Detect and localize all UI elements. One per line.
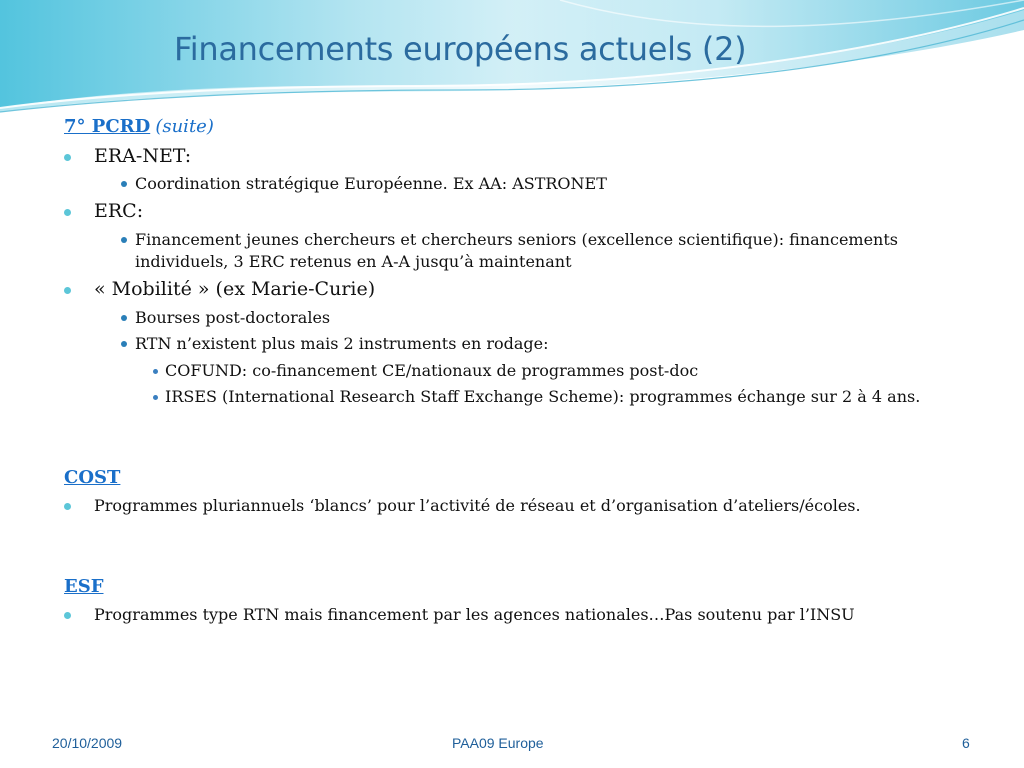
esf-heading-link[interactable]: ESF [64,576,104,597]
pcrd-heading-link[interactable]: 7° PCRD [64,116,151,137]
rtn-subitem: RTN n’existent plus mais 2 instruments en rodage: [135,334,549,353]
slide-number: 6 [962,735,970,751]
bourses-subitem: Bourses post-doctorales [135,308,331,327]
sub-sub-bullet-icon [153,369,158,374]
era-net-subitem: Coordination stratégique Européenne. Ex AA: ASTRONET [135,174,607,193]
sub-bullet-icon [121,181,127,187]
footer-date: 20/10/2009 [52,735,123,751]
erc-subitem-line1: Financement jeunes chercheurs et chercheurs seniors (excellence scientifique): financements [135,230,898,249]
bullet-icon [64,287,71,294]
erc-item: ERC: [94,200,144,222]
cofund-item: COFUND: co-financement CE/nationaux de programmes post-doc [165,361,699,380]
footer-center-text: PAA09 Europe [452,735,544,751]
mobilite-item: « Mobilité » (ex Marie-Curie) [94,278,376,300]
slide-title: Financements européens actuels (2) [174,30,747,68]
esf-item: Programmes type RTN mais financement par les agences nationales…Pas soutenu par l’INSU [94,605,855,624]
bullet-icon [64,612,71,619]
pcrd-suite-label: (suite) [155,116,214,137]
bullet-icon [64,209,71,216]
era-net-item: ERA-NET: [94,145,192,167]
bullet-icon [64,154,71,161]
sub-sub-bullet-icon [153,395,158,400]
erc-subitem-line2: individuels, 3 ERC retenus en A-A jusqu’à maintenant [135,252,572,271]
sub-bullet-icon [121,237,127,243]
sub-bullet-icon [121,315,127,321]
cost-item: Programmes pluriannuels ‘blancs’ pour l’activité de réseau et d’organisation d’ateliers/écoles. [94,496,861,515]
sub-bullet-icon [121,341,127,347]
bullet-icon [64,503,71,510]
cost-heading-link[interactable]: COST [64,467,121,488]
irses-item: IRSES (International Research Staff Exchange Scheme): programmes échange sur 2 à 4 ans. [165,387,921,406]
pcrd-heading-line [64,116,214,137]
